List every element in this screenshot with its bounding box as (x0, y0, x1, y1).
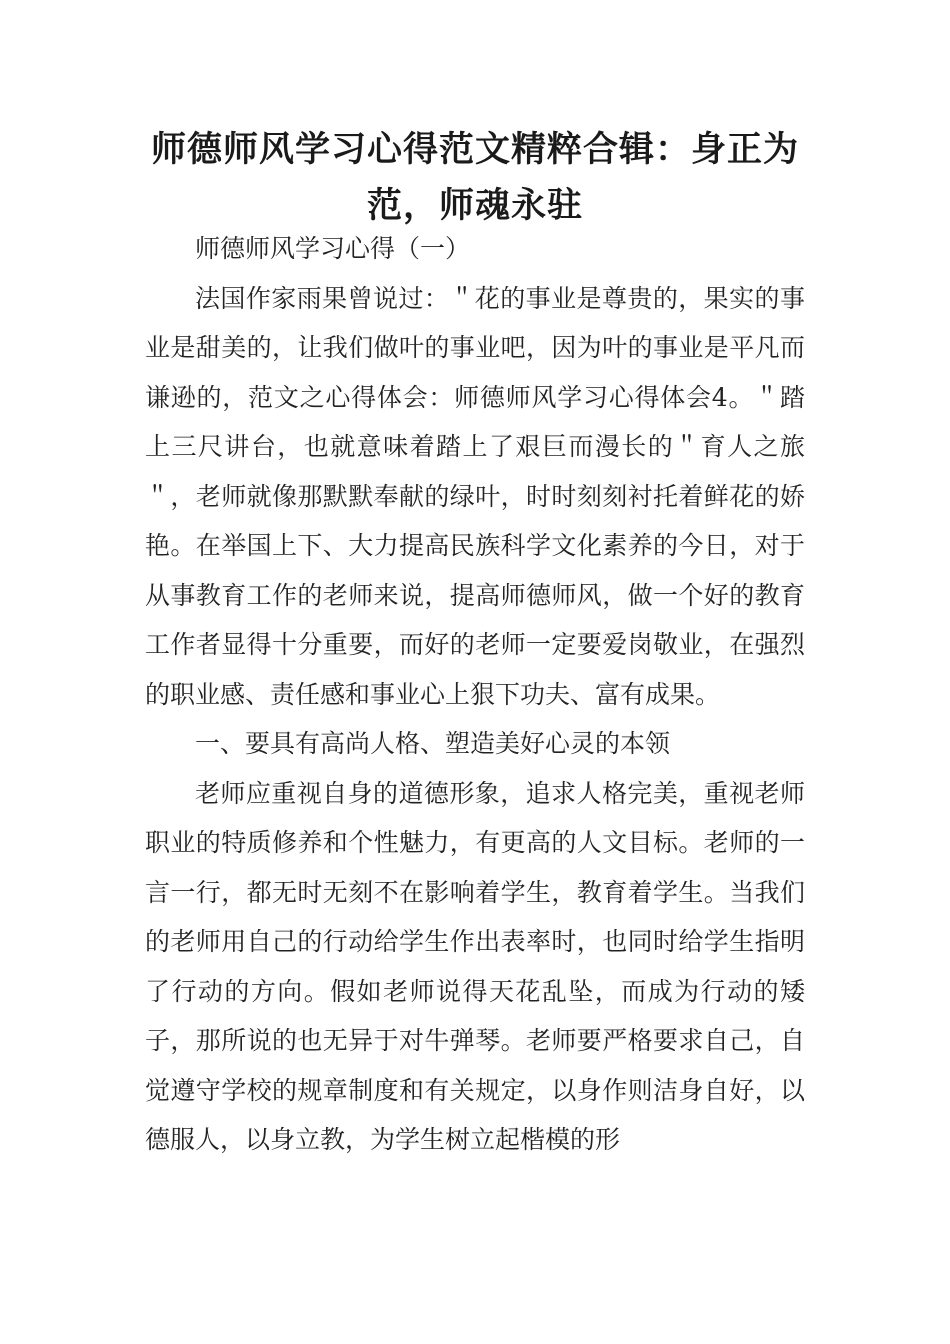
document-title: 师德师风学习心得范文精粹合辑：身正为范，师魂永驻 (150, 130, 799, 226)
body-paragraph: 法国作家雨果曾说过：＂花的事业是尊贵的，果实的事业是甜美的，让我们做叶的事业吧，因为叶的事业是平凡而谦逊的，范文之心得体会：师德师风学习心得体会4。＂踏上三尺讲台，也就意味着踏上了艰巨而漫长的＂育人之旅＂，老师就像那默默奉献的绿叶，时时刻刻衬托着鲜花的娇艳。在举国上下、大力提高民族科学文化素养的今日，对于从事教育工作的老师来说，提高师德师风，做一个好的教育工作者显得十分重要，而好的老师一定要爱岗敬业，在强烈的职业感、责任感和事业心上狠下功夫、富有成果。 (145, 283, 805, 709)
section-heading: 一、要具有高尚人格、塑造美好心灵的本领 (195, 729, 671, 758)
document-body (145, 224, 805, 1165)
section-heading: 师德师风学习心得（一） (195, 234, 471, 263)
body-paragraph: 老师应重视自身的道德形象，追求人格完美，重视老师职业的特质修养和个性魅力，有更高的人文目标。老师的一言一行，都无时无刻不在影响着学生，教育着学生。当我们的老师用自己的行动给学生作出表率时，也同时给学生指明了行动的方向。假如老师说得天花乱坠，而成为行动的矮子，那所说的也无异于对牛弹琴。老师要严格要求自己，自觉遵守学校的规章制度和有关规定，以身作则洁身自好，以德服人，以身立教，为学生树立起楷模的形 (145, 778, 805, 1154)
